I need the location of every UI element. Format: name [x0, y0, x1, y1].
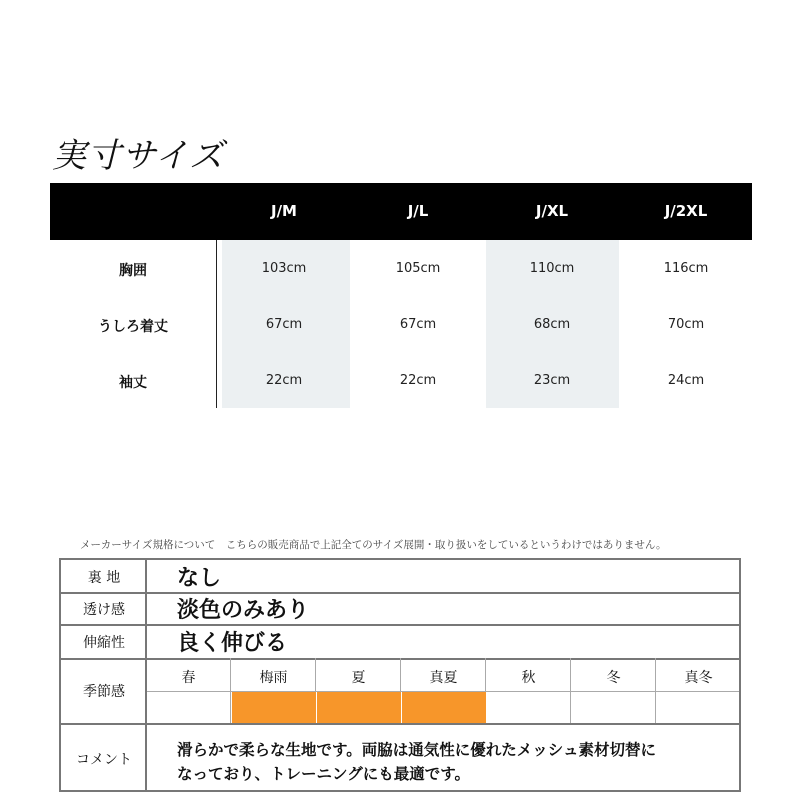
label-sheer: 透け感 [83, 602, 125, 618]
value-sheer: 淡色のみあり [177, 598, 310, 623]
label-stretch: 伸縮性 [83, 635, 125, 651]
comment-line: 滑らかで柔らな生地です。両脇は通気性に優れたメッシュ素材切替に [177, 741, 656, 759]
value-cell: 110cm [529, 261, 575, 276]
season-summer: 夏 [351, 670, 366, 686]
value-cell: 67cm [265, 317, 303, 332]
season-midwinter: 真冬 [684, 670, 713, 686]
season-winter: 冬 [606, 670, 621, 686]
table-divider [216, 240, 217, 408]
value-cell: 24cm [667, 373, 705, 388]
season-indicator [402, 692, 486, 723]
season-indicator [317, 692, 401, 723]
value-cell: 105cm [395, 261, 441, 276]
row-label-back-length: うしろ着丈 [98, 319, 168, 335]
season-midsummer: 真夏 [429, 670, 458, 686]
season-autumn: 秋 [521, 670, 536, 686]
row-divider [61, 592, 739, 594]
season-rainy: 梅雨 [259, 670, 288, 686]
season-indicator [657, 692, 741, 723]
value-cell: 68cm [533, 317, 571, 332]
value-cell: 22cm [399, 373, 437, 388]
value-cell: 70cm [667, 317, 705, 332]
label-season: 季節感 [83, 684, 125, 700]
season-indicator [147, 692, 231, 723]
col-header-j2xl: J/2XL [664, 202, 708, 220]
label-comment: コメント [76, 752, 132, 768]
page-title: 実寸サイズ [52, 136, 225, 176]
season-spring: 春 [181, 670, 196, 686]
spec-table [59, 558, 741, 792]
value-cell: 23cm [533, 373, 571, 388]
col-header-jm: J/M [271, 202, 297, 220]
season-indicator [487, 692, 571, 723]
value-lining: なし [177, 566, 222, 591]
value-cell: 103cm [261, 261, 307, 276]
value-stretch: 良く伸びる [177, 631, 288, 656]
size-note: メーカーサイズ規格について こちらの販売商品で上記全てのサイズ展開・取り扱いをしているというわけではありません。 [80, 539, 667, 551]
size-header [50, 183, 752, 240]
value-cell: 116cm [663, 261, 709, 276]
row-label-chest: 胸囲 [119, 263, 147, 279]
season-indicator [232, 692, 316, 723]
comment-line: なっており、トレーニングにも最適です。 [177, 765, 470, 783]
col-header-jxl: J/XL [535, 202, 569, 220]
row-divider [61, 624, 739, 626]
value-cell: 22cm [265, 373, 303, 388]
col-header-jl: J/L [407, 202, 429, 220]
label-lining: 裏 地 [87, 570, 121, 586]
row-divider [61, 723, 739, 725]
value-cell: 67cm [399, 317, 437, 332]
season-indicator [572, 692, 656, 723]
comment-text [177, 738, 656, 786]
row-label-sleeve: 袖丈 [119, 375, 147, 391]
